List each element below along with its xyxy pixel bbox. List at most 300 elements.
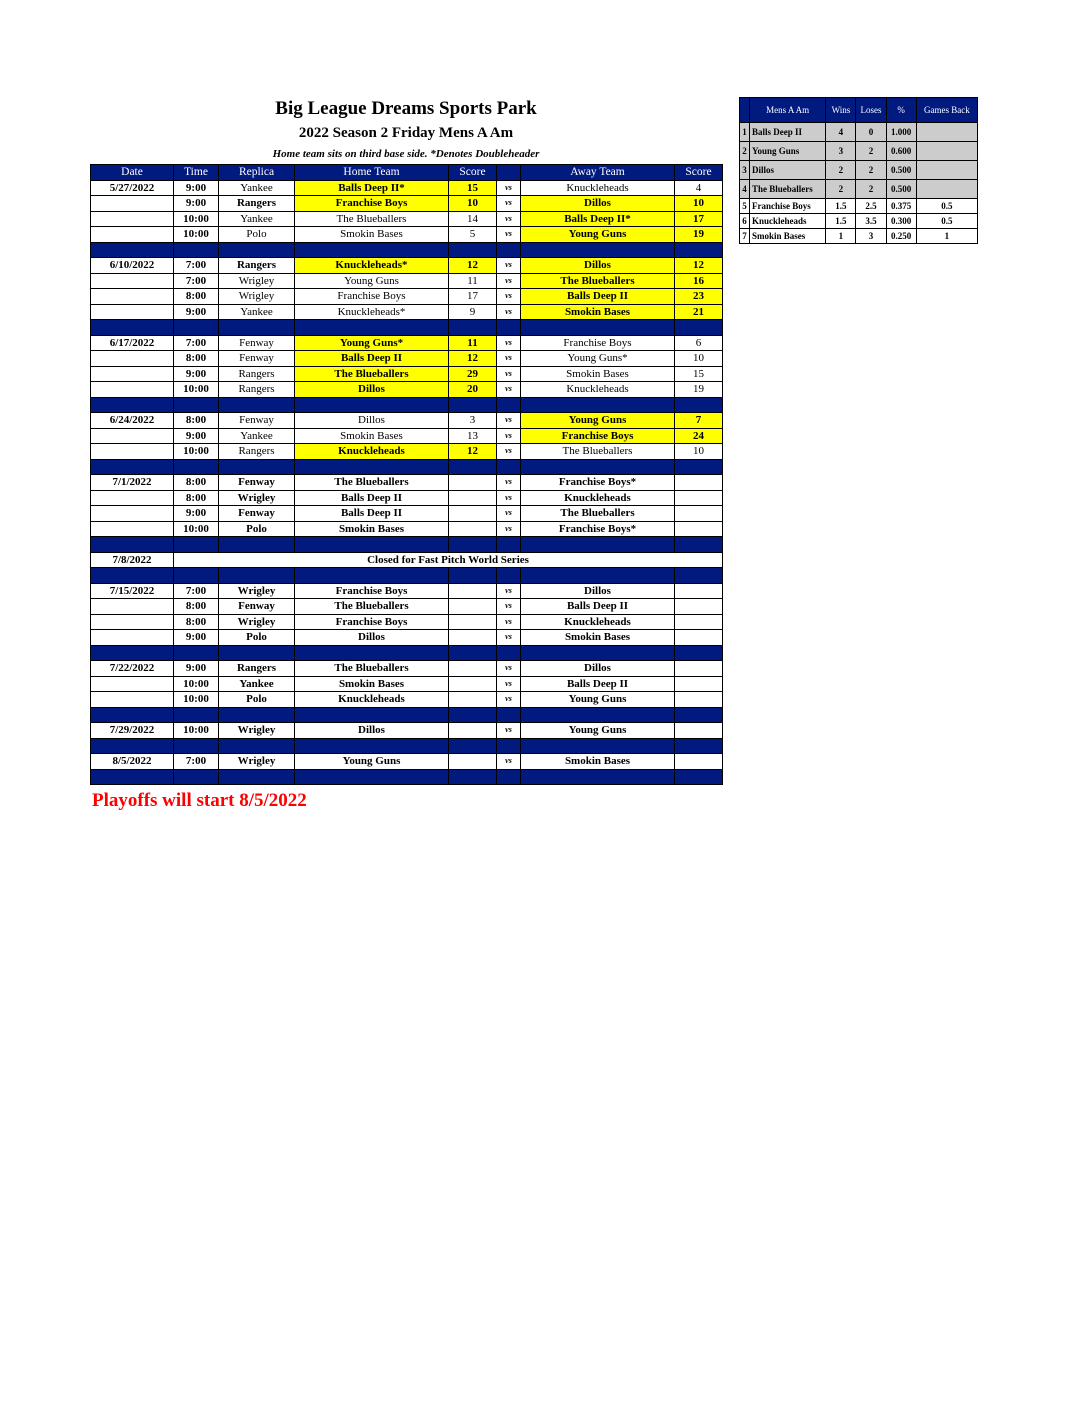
standings-team: Dillos xyxy=(750,161,826,180)
separator-cell xyxy=(675,707,723,723)
game-time: 9:00 xyxy=(174,630,219,646)
standings-wins: 3 xyxy=(826,142,856,161)
separator-cell xyxy=(174,769,219,785)
separator-cell xyxy=(675,537,723,553)
vs-label: vs xyxy=(497,335,521,351)
game-time: 10:00 xyxy=(174,382,219,398)
home-score: 13 xyxy=(449,428,497,444)
vs-label: vs xyxy=(497,180,521,196)
separator-row xyxy=(91,242,723,258)
home-score xyxy=(449,521,497,537)
field-replica: Fenway xyxy=(219,413,295,429)
column-header-time: Time xyxy=(174,165,219,181)
away-score xyxy=(675,614,723,630)
away-team: Balls Deep II xyxy=(521,676,675,692)
separator-cell xyxy=(174,397,219,413)
column-header-home-team: Home Team xyxy=(295,165,449,181)
vs-label: vs xyxy=(497,211,521,227)
separator-cell xyxy=(497,537,521,553)
field-replica: Fenway xyxy=(219,475,295,491)
home-team: The Blueballers xyxy=(295,211,449,227)
home-team: Young Guns xyxy=(295,273,449,289)
vs-label: vs xyxy=(497,630,521,646)
separator-cell xyxy=(219,568,295,584)
game-row xyxy=(91,428,723,444)
separator-cell xyxy=(521,707,675,723)
separator-cell xyxy=(521,459,675,475)
standings-row xyxy=(740,142,978,161)
standings-wins: 1 xyxy=(826,229,856,244)
column-header-home-score: Score xyxy=(449,165,497,181)
separator-cell xyxy=(91,769,174,785)
game-date: 6/24/2022 xyxy=(91,413,174,429)
home-score xyxy=(449,614,497,630)
standings-loses: 3.5 xyxy=(856,214,886,229)
field-replica: Wrigley xyxy=(219,583,295,599)
game-time: 10:00 xyxy=(174,692,219,708)
away-score xyxy=(675,521,723,537)
standings-games-back: 0.5 xyxy=(916,199,977,214)
separator-cell xyxy=(675,738,723,754)
home-score: 10 xyxy=(449,196,497,212)
home-score: 15 xyxy=(449,180,497,196)
away-score xyxy=(675,475,723,491)
home-score xyxy=(449,599,497,615)
standings-loses: 2 xyxy=(856,142,886,161)
home-score: 20 xyxy=(449,382,497,398)
home-team: Smokin Bases xyxy=(295,227,449,243)
game-time: 10:00 xyxy=(174,444,219,460)
game-time: 7:00 xyxy=(174,273,219,289)
game-time: 9:00 xyxy=(174,180,219,196)
home-score: 3 xyxy=(449,413,497,429)
field-replica: Polo xyxy=(219,692,295,708)
home-team: The Blueballers xyxy=(295,366,449,382)
page-subtitle: 2022 Season 2 Friday Mens A Am xyxy=(298,125,514,141)
separator-cell xyxy=(295,568,449,584)
separator-cell xyxy=(174,645,219,661)
away-team: Balls Deep II xyxy=(521,289,675,305)
separator-cell xyxy=(497,707,521,723)
separator-row xyxy=(91,459,723,475)
separator-cell xyxy=(497,397,521,413)
away-score: 17 xyxy=(675,211,723,227)
home-score: 29 xyxy=(449,366,497,382)
schedule-table xyxy=(90,164,723,785)
standings-rank: 7 xyxy=(740,229,750,244)
home-team: Smokin Bases xyxy=(295,676,449,692)
game-date xyxy=(91,273,174,289)
home-score xyxy=(449,583,497,599)
home-team: Dillos xyxy=(295,413,449,429)
vs-label: vs xyxy=(497,227,521,243)
standings-pct: 1.000 xyxy=(886,123,916,142)
home-team: Balls Deep II xyxy=(295,506,449,522)
game-time: 10:00 xyxy=(174,676,219,692)
field-replica: Rangers xyxy=(219,661,295,677)
away-team: Young Guns xyxy=(521,723,675,739)
field-replica: Polo xyxy=(219,227,295,243)
game-date xyxy=(91,351,174,367)
separator-cell xyxy=(497,769,521,785)
game-time: 8:00 xyxy=(174,289,219,305)
separator-cell xyxy=(497,459,521,475)
game-time: 9:00 xyxy=(174,196,219,212)
separator-row xyxy=(91,397,723,413)
field-replica: Yankee xyxy=(219,211,295,227)
game-time: 8:00 xyxy=(174,614,219,630)
separator-row xyxy=(91,738,723,754)
vs-label: vs xyxy=(497,676,521,692)
game-row xyxy=(91,180,723,196)
field-replica: Fenway xyxy=(219,335,295,351)
home-team: Smokin Bases xyxy=(295,428,449,444)
standings-header-wins: Wins xyxy=(826,98,856,123)
vs-label: vs xyxy=(497,196,521,212)
away-team: Young Guns xyxy=(521,413,675,429)
separator-cell xyxy=(449,459,497,475)
separator-cell xyxy=(219,459,295,475)
game-date: 6/17/2022 xyxy=(91,335,174,351)
standings-row xyxy=(740,229,978,244)
game-date xyxy=(91,490,174,506)
separator-cell xyxy=(174,738,219,754)
game-time: 7:00 xyxy=(174,335,219,351)
home-score xyxy=(449,506,497,522)
separator-cell xyxy=(174,459,219,475)
standings-rank: 3 xyxy=(740,161,750,180)
field-replica: Yankee xyxy=(219,304,295,320)
field-replica: Wrigley xyxy=(219,490,295,506)
away-score xyxy=(675,723,723,739)
standings-header-pct: % xyxy=(886,98,916,123)
game-date: 7/15/2022 xyxy=(91,583,174,599)
standings-wins: 4 xyxy=(826,123,856,142)
separator-cell xyxy=(449,568,497,584)
game-date: 6/10/2022 xyxy=(91,258,174,274)
separator-cell xyxy=(174,707,219,723)
standings-loses: 0 xyxy=(856,123,886,142)
away-team: Knuckleheads xyxy=(521,180,675,196)
away-team: Smokin Bases xyxy=(521,366,675,382)
vs-label: vs xyxy=(497,521,521,537)
away-team: Franchise Boys* xyxy=(521,475,675,491)
separator-cell xyxy=(219,769,295,785)
away-team: Young Guns* xyxy=(521,351,675,367)
field-replica: Wrigley xyxy=(219,273,295,289)
away-team: Franchise Boys xyxy=(521,335,675,351)
separator-cell xyxy=(449,645,497,661)
separator-cell xyxy=(295,769,449,785)
game-time: 8:00 xyxy=(174,351,219,367)
standings-team: Knuckleheads xyxy=(750,214,826,229)
standings-row xyxy=(740,180,978,199)
separator-cell xyxy=(295,645,449,661)
separator-cell xyxy=(675,397,723,413)
separator-cell xyxy=(521,645,675,661)
away-score: 10 xyxy=(675,351,723,367)
game-date xyxy=(91,444,174,460)
home-team: Franchise Boys xyxy=(295,196,449,212)
away-score: 4 xyxy=(675,180,723,196)
game-time: 8:00 xyxy=(174,413,219,429)
standings-games-back xyxy=(916,161,977,180)
game-date xyxy=(91,382,174,398)
away-score xyxy=(675,490,723,506)
game-row xyxy=(91,211,723,227)
home-team: The Blueballers xyxy=(295,475,449,491)
separator-row xyxy=(91,707,723,723)
home-score: 12 xyxy=(449,444,497,460)
separator-row xyxy=(91,645,723,661)
separator-cell xyxy=(219,537,295,553)
field-replica: Rangers xyxy=(219,366,295,382)
home-score xyxy=(449,475,497,491)
home-team: Young Guns* xyxy=(295,335,449,351)
column-header-date: Date xyxy=(91,165,174,181)
separator-cell xyxy=(91,459,174,475)
standings-loses: 2 xyxy=(856,161,886,180)
field-replica: Yankee xyxy=(219,180,295,196)
standings-pct: 0.500 xyxy=(886,161,916,180)
home-score xyxy=(449,692,497,708)
away-team: The Blueballers xyxy=(521,444,675,460)
standings-pct: 0.600 xyxy=(886,142,916,161)
standings-games-back xyxy=(916,180,977,199)
standings-team: Smokin Bases xyxy=(750,229,826,244)
game-row xyxy=(91,490,723,506)
game-row xyxy=(91,521,723,537)
home-score xyxy=(449,661,497,677)
game-date xyxy=(91,614,174,630)
standings-team: Young Guns xyxy=(750,142,826,161)
closed-row xyxy=(91,552,723,568)
game-date: 8/5/2022 xyxy=(91,754,174,770)
separator-cell xyxy=(449,707,497,723)
home-score: 11 xyxy=(449,335,497,351)
standings-rank: 2 xyxy=(740,142,750,161)
separator-cell xyxy=(521,568,675,584)
playoffs-notice: Playoffs will start 8/5/2022 xyxy=(92,790,307,811)
standings-rank: 4 xyxy=(740,180,750,199)
separator-cell xyxy=(497,568,521,584)
separator-cell xyxy=(91,568,174,584)
home-score xyxy=(449,490,497,506)
home-team: Dillos xyxy=(295,382,449,398)
vs-label: vs xyxy=(497,304,521,320)
separator-cell xyxy=(449,769,497,785)
standings-games-back: 0.5 xyxy=(916,214,977,229)
field-replica: Fenway xyxy=(219,351,295,367)
game-row xyxy=(91,723,723,739)
standings-table xyxy=(739,97,978,244)
separator-cell xyxy=(91,738,174,754)
vs-label: vs xyxy=(497,273,521,289)
standings-row xyxy=(740,161,978,180)
vs-label: vs xyxy=(497,444,521,460)
home-score: 5 xyxy=(449,227,497,243)
home-score xyxy=(449,676,497,692)
separator-cell xyxy=(219,397,295,413)
vs-label: vs xyxy=(497,754,521,770)
game-row xyxy=(91,366,723,382)
game-date xyxy=(91,428,174,444)
away-team: The Blueballers xyxy=(521,506,675,522)
standings-row xyxy=(740,123,978,142)
separator-cell xyxy=(521,738,675,754)
game-time: 7:00 xyxy=(174,754,219,770)
away-team: Knuckleheads xyxy=(521,614,675,630)
standings-team: Balls Deep II xyxy=(750,123,826,142)
game-date xyxy=(91,196,174,212)
away-score xyxy=(675,506,723,522)
game-row xyxy=(91,413,723,429)
game-row xyxy=(91,506,723,522)
game-row xyxy=(91,475,723,491)
field-replica: Wrigley xyxy=(219,614,295,630)
game-date xyxy=(91,289,174,305)
home-score: 17 xyxy=(449,289,497,305)
game-row xyxy=(91,614,723,630)
game-date xyxy=(91,304,174,320)
standings-team: Franchise Boys xyxy=(750,199,826,214)
field-replica: Polo xyxy=(219,630,295,646)
game-row xyxy=(91,661,723,677)
separator-cell xyxy=(449,242,497,258)
game-time: 10:00 xyxy=(174,227,219,243)
separator-cell xyxy=(174,537,219,553)
home-score: 14 xyxy=(449,211,497,227)
game-row xyxy=(91,335,723,351)
away-score xyxy=(675,599,723,615)
home-score xyxy=(449,723,497,739)
game-time: 7:00 xyxy=(174,258,219,274)
field-replica: Yankee xyxy=(219,428,295,444)
column-header-away-team: Away Team xyxy=(521,165,675,181)
home-team: Balls Deep II xyxy=(295,351,449,367)
standings-rank: 6 xyxy=(740,214,750,229)
separator-cell xyxy=(521,242,675,258)
game-time: 9:00 xyxy=(174,366,219,382)
separator-cell xyxy=(497,242,521,258)
home-score: 12 xyxy=(449,351,497,367)
vs-label: vs xyxy=(497,289,521,305)
game-time: 9:00 xyxy=(174,304,219,320)
separator-cell xyxy=(174,320,219,336)
home-team: Franchise Boys xyxy=(295,289,449,305)
field-replica: Wrigley xyxy=(219,723,295,739)
separator-cell xyxy=(219,320,295,336)
vs-label: vs xyxy=(497,382,521,398)
game-row xyxy=(91,258,723,274)
standings-header-rank xyxy=(740,98,750,123)
closed-notice: Closed for Fast Pitch World Series xyxy=(174,552,723,568)
page-title: Big League Dreams Sports Park xyxy=(275,98,537,119)
separator-cell xyxy=(675,320,723,336)
separator-row xyxy=(91,769,723,785)
field-replica: Polo xyxy=(219,521,295,537)
column-header-replica: Replica xyxy=(219,165,295,181)
game-row xyxy=(91,444,723,460)
field-replica: Yankee xyxy=(219,676,295,692)
standings-wins: 1.5 xyxy=(826,214,856,229)
home-team: Dillos xyxy=(295,723,449,739)
standings-pct: 0.300 xyxy=(886,214,916,229)
vs-label: vs xyxy=(497,506,521,522)
game-row xyxy=(91,196,723,212)
separator-cell xyxy=(174,568,219,584)
home-team: Franchise Boys xyxy=(295,614,449,630)
away-team: Smokin Bases xyxy=(521,304,675,320)
vs-label: vs xyxy=(497,258,521,274)
standings-games-back: 1 xyxy=(916,229,977,244)
home-team: Young Guns xyxy=(295,754,449,770)
game-row xyxy=(91,630,723,646)
standings-wins: 2 xyxy=(826,161,856,180)
separator-cell xyxy=(91,645,174,661)
separator-cell xyxy=(91,320,174,336)
game-row xyxy=(91,273,723,289)
home-team: Balls Deep II* xyxy=(295,180,449,196)
game-date xyxy=(91,366,174,382)
away-team: The Blueballers xyxy=(521,273,675,289)
separator-cell xyxy=(675,769,723,785)
field-replica: Wrigley xyxy=(219,289,295,305)
vs-label: vs xyxy=(497,428,521,444)
away-score: 23 xyxy=(675,289,723,305)
home-score xyxy=(449,630,497,646)
standings-header-games-back: Games Back xyxy=(916,98,977,123)
separator-cell xyxy=(91,242,174,258)
away-team: Dillos xyxy=(521,583,675,599)
separator-cell xyxy=(295,459,449,475)
field-replica: Rangers xyxy=(219,444,295,460)
home-team: Knuckleheads* xyxy=(295,258,449,274)
vs-label: vs xyxy=(497,413,521,429)
home-team: Franchise Boys xyxy=(295,583,449,599)
away-score: 21 xyxy=(675,304,723,320)
away-team: Young Guns xyxy=(521,227,675,243)
field-replica: Rangers xyxy=(219,196,295,212)
home-team: The Blueballers xyxy=(295,661,449,677)
away-team: Dillos xyxy=(521,258,675,274)
home-score: 11 xyxy=(449,273,497,289)
home-team: Smokin Bases xyxy=(295,521,449,537)
standings-header-loses: Loses xyxy=(856,98,886,123)
away-team: Franchise Boys* xyxy=(521,521,675,537)
game-time: 8:00 xyxy=(174,599,219,615)
vs-label: vs xyxy=(497,475,521,491)
game-date: 7/1/2022 xyxy=(91,475,174,491)
separator-row xyxy=(91,320,723,336)
away-score xyxy=(675,692,723,708)
game-row xyxy=(91,676,723,692)
game-date xyxy=(91,227,174,243)
field-replica: Fenway xyxy=(219,506,295,522)
separator-cell xyxy=(295,537,449,553)
separator-cell xyxy=(91,707,174,723)
standings-games-back xyxy=(916,123,977,142)
game-row xyxy=(91,599,723,615)
separator-cell xyxy=(295,242,449,258)
game-row xyxy=(91,304,723,320)
separator-cell xyxy=(675,645,723,661)
separator-cell xyxy=(219,242,295,258)
home-team-note: Home team sits on third base side. *Denotes Doubleheader xyxy=(272,148,540,160)
away-score: 6 xyxy=(675,335,723,351)
game-date xyxy=(91,506,174,522)
game-date xyxy=(91,676,174,692)
